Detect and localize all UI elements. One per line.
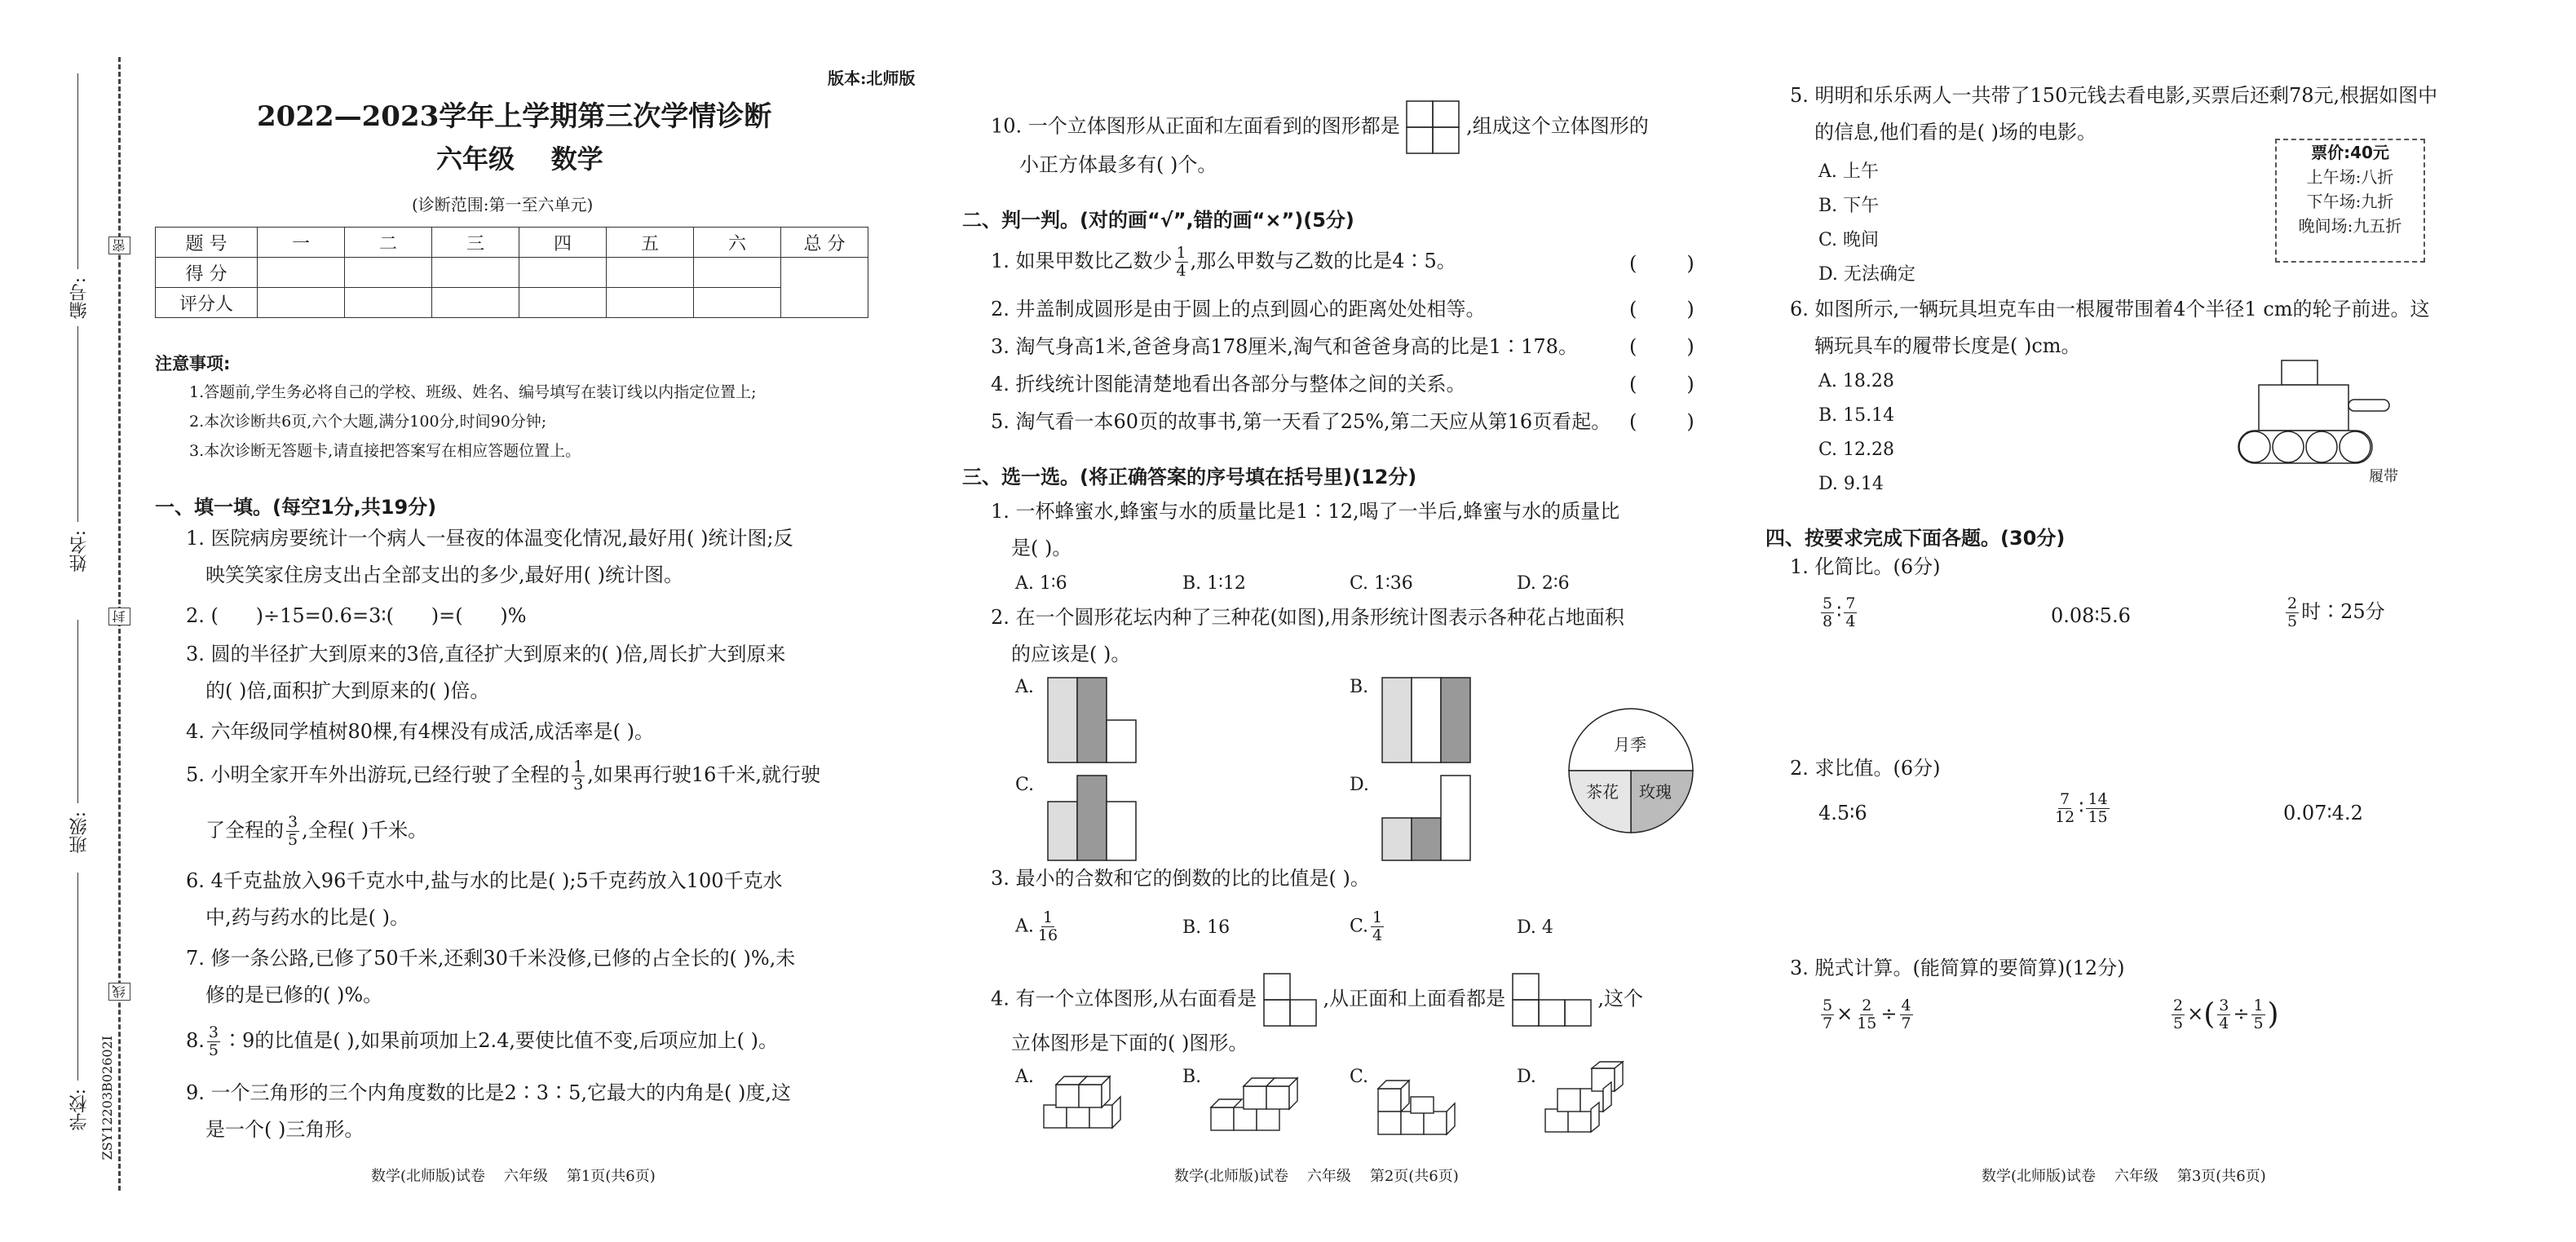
- grader-cell[interactable]: [519, 288, 607, 318]
- fraction: [1175, 245, 1188, 280]
- expression: $\frac{5}{8}$ ∶ $\frac{7}{4}$: [1823, 594, 1856, 630]
- fraction-numerator: 5: [1823, 997, 1833, 1014]
- page-footer: 数学(北师版)试卷 六年级 第1页(共6页): [371, 1168, 656, 1185]
- grader-cell[interactable]: [432, 288, 519, 318]
- option-c[interactable]: C.: [1350, 1067, 1369, 1087]
- fraction-numerator: 1: [1372, 908, 1383, 926]
- notice-title: 注意事项:: [155, 354, 231, 373]
- question-text: 辆玩具车的履带长度是( )cm。: [1814, 334, 2081, 357]
- fraction: [1821, 997, 1834, 1032]
- option-c[interactable]: [1350, 909, 1386, 944]
- option-c[interactable]: C. 1∶36: [1350, 573, 1413, 594]
- seal-label-mi: 密: [108, 236, 130, 254]
- page-footer: 数学(北师版)试卷 六年级 第2页(共6页): [1174, 1168, 1459, 1185]
- option-d[interactable]: D.: [1350, 775, 1369, 795]
- fraction-denominator: 7: [1823, 1014, 1833, 1032]
- option-d[interactable]: D. 无法确定: [1818, 264, 1915, 285]
- table-row-label: 得 分: [156, 258, 258, 288]
- judge-item: 2. 井盖制成圆形是由于圆上的点到圆心的距离处处相等。: [991, 298, 1486, 320]
- option-b[interactable]: B. 16: [1182, 917, 1231, 938]
- name-label: 姓名:: [69, 530, 90, 572]
- question-text-part: ∶9的比值是( ),如果前项加上2.4,要使比值不变,后项应加上( )。: [223, 1029, 779, 1052]
- fraction-denominator: 5: [2253, 1014, 2264, 1032]
- section-heading: 二、判一判。(对的画“√”,错的画“×”)(5分): [962, 209, 1354, 232]
- score-cell[interactable]: [345, 258, 432, 288]
- option-b[interactable]: B.: [1350, 677, 1369, 697]
- track-label: 履带: [2369, 468, 2398, 485]
- fraction: [1900, 997, 1913, 1032]
- score-cell[interactable]: [519, 258, 607, 288]
- table-header-cell: 题 号: [156, 228, 258, 258]
- question-text: [186, 758, 820, 793]
- score-cell[interactable]: [607, 258, 694, 288]
- grader-cell[interactable]: [258, 288, 345, 318]
- right-view-figure: [1263, 973, 1317, 1027]
- expression: [2283, 595, 2385, 630]
- flower-bed-pie-figure: [1566, 705, 1696, 836]
- option-b[interactable]: B. 1∶12: [1182, 573, 1246, 594]
- table-row: [156, 288, 868, 318]
- fraction-numerator: 5: [1823, 594, 1833, 612]
- pie-label-camellia: 茶花: [1586, 782, 1619, 802]
- name-field[interactable]: [77, 326, 78, 522]
- bar-option-d-figure: [1374, 771, 1480, 862]
- scope-note: (诊断范围:第一至六单元): [412, 195, 594, 214]
- question-text-part: 1. 如果甲数比乙数少: [991, 250, 1173, 272]
- option-d[interactable]: D. 2∶6: [1517, 573, 1570, 594]
- fraction: [2251, 997, 2264, 1032]
- score-cell[interactable]: [694, 258, 781, 288]
- question-text: [991, 973, 1643, 1027]
- question-text-part: ,组成这个立体图形的: [1466, 114, 1649, 138]
- fraction-numerator: 2: [2173, 997, 2184, 1014]
- fraction: [286, 814, 299, 849]
- fraction-denominator: 4: [1372, 926, 1383, 944]
- score-cell[interactable]: [258, 258, 345, 288]
- fraction-numerator: 1: [573, 758, 584, 776]
- question-text-part: ,这个: [1597, 987, 1643, 1010]
- table-header-cell: 三: [432, 228, 519, 258]
- question-text: 7. 修一条公路,已修了50千米,还剩30千米没修,已修的占全长的( )%,未: [186, 947, 796, 970]
- answer-paren[interactable]: ( ): [1629, 252, 1695, 275]
- table-row: [156, 228, 868, 258]
- bar-option-c-figure: [1040, 771, 1146, 862]
- fraction-numerator: 3: [2219, 997, 2229, 1014]
- section-heading: 三、选一选。(将正确答案的序号填在括号里)(12分): [962, 466, 1417, 488]
- question-text: 映笑笑家住房支出占全部支出的多少,最好用( )统计图。: [205, 564, 683, 586]
- answer-paren[interactable]: ( ): [1629, 298, 1695, 320]
- ticket-price: 票价:40元: [2311, 143, 2389, 162]
- question-text: 1. 化简比。(6分): [1790, 555, 1941, 578]
- fraction: [2086, 791, 2109, 826]
- option-label: A.: [1015, 916, 1034, 937]
- fraction-numerator: 4: [1901, 997, 1911, 1014]
- notice-item: 3.本次诊断无答题卡,请直接把答案写在相应答题位置上。: [189, 442, 581, 460]
- option-d[interactable]: D. 9.14: [1818, 474, 1884, 494]
- question-text: 4. 六年级同学植树80棵,有4棵没有成活,成活率是( )。: [186, 720, 654, 743]
- fraction-numerator: 2: [2287, 594, 2298, 612]
- page-title: 2022—2023学年上学期第三次学情诊断: [257, 100, 772, 133]
- fraction-denominator: 4: [2219, 1014, 2229, 1032]
- judge-item: 5. 淘气看一本60页的故事书,第一天看了25%,第二天应从第16页看起。: [991, 410, 1611, 433]
- option-c[interactable]: C.: [1015, 775, 1035, 795]
- two-squares-figure: [1406, 100, 1460, 154]
- pie-label-chinese-rose: 玫瑰: [1639, 782, 1672, 802]
- fraction: [1036, 909, 1059, 944]
- fraction-denominator: 15: [1857, 1014, 1877, 1032]
- option-a[interactable]: A. 18.28: [1818, 371, 1894, 391]
- table-header-cell: 四: [519, 228, 607, 258]
- score-table: [155, 227, 868, 318]
- question-text: 5. 明明和乐乐两人一共带了150元钱去看电影,买票后还剩78元,根据如图中: [1790, 84, 2438, 107]
- option-d[interactable]: D.: [1517, 1067, 1536, 1087]
- fraction-numerator: 2: [1862, 997, 1872, 1014]
- question-text-part: ,那么甲数与乙数的比是4∶5。: [1190, 250, 1456, 272]
- fraction-denominator: 16: [1037, 926, 1058, 944]
- paper-code: ZSY12203B02602I: [99, 1036, 115, 1160]
- notice-item: 2.本次诊断共6页,六个大题,满分100分,时间90分钟;: [189, 413, 547, 431]
- ticket-morning: 上午场:八折: [2306, 167, 2394, 187]
- version-label: 版本:北师版: [828, 69, 916, 88]
- question-text: 2. ( )÷15=0.6=3∶( )=( )%: [186, 604, 527, 627]
- total-score-cell[interactable]: [781, 258, 868, 318]
- expression: $\frac{2}{5}$ ×( $\frac{3}{4}$ ÷ $\frac{1}{5}$ ): [2173, 997, 2279, 1032]
- fraction-numerator: 1: [2253, 997, 2264, 1014]
- question-text: 1. 医院病房要统计一个病人一昼夜的体温变化情况,最好用( )统计图;反: [186, 527, 793, 550]
- fraction-denominator: 4: [1176, 262, 1186, 280]
- id-field[interactable]: [77, 73, 78, 269]
- expression-part: 时∶25分: [2301, 600, 2385, 623]
- question-text: 2. 在一个圆形花坛内种了三种花(如图),用条形统计图表示各种花占地面积: [991, 606, 1624, 629]
- section-heading: 一、填一填。(每空1分,共19分): [155, 496, 437, 519]
- ticket-price-box: [2275, 139, 2425, 263]
- option-d[interactable]: D. 4: [1517, 917, 1553, 938]
- class-field[interactable]: [77, 620, 78, 803]
- question-text: 3. 最小的合数和它的倒数的比的比值是( )。: [991, 867, 1370, 890]
- question-text-part: 5. 小明全家开车外出游玩,已经行驶了全程的: [186, 763, 570, 786]
- question-text: 3. 脱式计算。(能简算的要简算)(12分): [1790, 957, 2125, 979]
- fraction: [2286, 595, 2299, 630]
- question-text: 的信息,他们看的是( )场的电影。: [1814, 121, 2097, 144]
- table-header-cell: 一: [258, 228, 345, 258]
- expression: $\frac{5}{7}$ × $\frac{2}{15}$ ÷ $\frac{4}{7}$: [1823, 997, 1911, 1032]
- notice-item: 1.答题前,学生务必将自己的学校、班级、姓名、编号填写在装订线以内指定位置上;: [189, 383, 757, 401]
- fraction-denominator: 5: [2287, 612, 2298, 630]
- page-subtitle: 六年级 数学: [436, 144, 603, 175]
- school-label: 学校:: [69, 1089, 90, 1131]
- table-header-cell: 总 分: [781, 228, 868, 258]
- option-c[interactable]: C. 12.28: [1818, 440, 1895, 460]
- cube-figure-c: [1374, 1060, 1472, 1138]
- seal-label-xian: 线: [108, 983, 130, 1001]
- option-a[interactable]: A. 1∶6: [1015, 573, 1067, 594]
- judge-item: 4. 折线统计图能清楚地看出各部分与整体之间的关系。: [991, 373, 1466, 396]
- answer-paren[interactable]: ( ): [1629, 373, 1695, 396]
- question-text: 中,药与药水的比是( )。: [205, 906, 409, 929]
- question-text: 是( )。: [1011, 537, 1072, 559]
- bar-option-a-figure: [1040, 673, 1146, 764]
- option-a[interactable]: A.: [1015, 1067, 1034, 1087]
- grader-cell[interactable]: [607, 288, 694, 318]
- expression: 4.5∶6: [1818, 802, 1867, 824]
- fraction-numerator: 1: [1176, 244, 1186, 262]
- cube-figure-d: [1541, 1060, 1639, 1138]
- expression: $\frac{7}{12}$ ∶ $\frac{14}{15}$: [2055, 790, 2108, 826]
- question-text: 6. 4千克盐放入96千克水中,盐与水的比是( );5千克药放入100千克水: [186, 869, 783, 892]
- bar-option-b-figure: [1374, 673, 1480, 764]
- fraction-denominator: 5: [288, 831, 298, 849]
- judge-item: [991, 245, 1456, 280]
- grader-cell[interactable]: [345, 288, 432, 318]
- ticket-evening: 晚间场:九五折: [2298, 216, 2402, 236]
- question-text: [205, 814, 427, 849]
- question-text-part: 了全程的: [205, 819, 284, 842]
- question-text: 1. 一杯蜂蜜水,蜂蜜与水的质量比是1∶12,喝了一半后,蜂蜜与水的质量比: [991, 500, 1620, 523]
- question-text: [186, 1024, 778, 1059]
- question-text: 立体图形是下面的( )图形。: [1011, 1032, 1248, 1054]
- answer-paren[interactable]: ( ): [1629, 335, 1695, 358]
- fraction: [2172, 997, 2185, 1032]
- section-heading: 四、按要求完成下面各题。(30分): [1765, 527, 2066, 550]
- fraction-denominator: 5: [2173, 1014, 2184, 1032]
- fraction: [1821, 595, 1834, 630]
- question-text: 小正方体最多有( )个。: [1019, 153, 1217, 176]
- page-footer: 数学(北师版)试卷 六年级 第3页(共6页): [1982, 1168, 2266, 1185]
- question-text: 的应该是( )。: [1011, 643, 1131, 665]
- table-row: [156, 258, 868, 288]
- question-text-part: 8.: [186, 1029, 205, 1052]
- question-text: 3. 圆的半径扩大到原来的3倍,直径扩大到原来的( )倍,周长扩大到原来: [186, 643, 786, 665]
- fraction-denominator: 12: [2055, 808, 2075, 826]
- option-a[interactable]: [1015, 909, 1062, 944]
- option-b[interactable]: B. 下午: [1818, 196, 1880, 216]
- table-header-cell: 六: [694, 228, 781, 258]
- question-text: 是一个( )三角形。: [205, 1118, 365, 1141]
- option-b[interactable]: B. 15.14: [1818, 405, 1895, 426]
- pie-label-rose: 月季: [1614, 735, 1646, 754]
- table-header-cell: 二: [345, 228, 432, 258]
- option-label: C.: [1350, 916, 1369, 937]
- question-text: 9. 一个三角形的三个内角度数的比是2∶3∶5,它最大的内角是( )度,这: [186, 1081, 791, 1104]
- option-b[interactable]: B.: [1182, 1067, 1202, 1087]
- fraction: [2053, 791, 2076, 826]
- fraction: [207, 1024, 220, 1059]
- fraction-numerator: 7: [1845, 594, 1856, 612]
- option-a[interactable]: A.: [1015, 677, 1034, 697]
- class-label: 班级:: [69, 811, 90, 854]
- fraction-denominator: 3: [573, 776, 584, 793]
- school-field[interactable]: [77, 873, 78, 1081]
- score-cell[interactable]: [432, 258, 519, 288]
- cube-figure-a: [1040, 1060, 1138, 1138]
- fraction: [1844, 595, 1857, 630]
- fraction-numerator: 7: [2060, 790, 2070, 808]
- grader-cell[interactable]: [694, 288, 781, 318]
- question-text-part: ,全程( )千米。: [302, 819, 428, 842]
- fraction: [2217, 997, 2230, 1032]
- front-top-view-figure: [1512, 973, 1592, 1027]
- answer-paren[interactable]: ( ): [1629, 410, 1695, 433]
- question-text-part: ,如果再行驶16千米,就行驶: [587, 763, 821, 786]
- ticket-afternoon: 下午场:九折: [2306, 192, 2394, 211]
- question-text: [991, 100, 1649, 154]
- expression: 0.08∶5.6: [2051, 604, 2131, 627]
- question-text-part: 10. 一个立体图形从正面和左面看到的图形都是: [991, 114, 1400, 138]
- question-text: 6. 如图所示,一辆玩具坦克车由一根履带围着4个半径1 cm的轮子前进。这: [1790, 298, 2430, 320]
- expression: 0.07∶4.2: [2283, 802, 2363, 824]
- question-text: 修的是已修的( )%。: [205, 983, 383, 1006]
- fraction-numerator: 1: [1042, 908, 1054, 926]
- fraction: [1855, 997, 1878, 1032]
- question-text: 的( )倍,面积扩大到原来的( )倍。: [205, 679, 490, 702]
- option-a[interactable]: A. 上午: [1818, 161, 1879, 182]
- fraction-numerator: 3: [208, 1023, 219, 1041]
- seal-label-feng: 封: [108, 608, 130, 625]
- fraction-numerator: 3: [288, 813, 298, 831]
- fraction: [572, 758, 585, 793]
- table-header-cell: 五: [607, 228, 694, 258]
- fraction-denominator: 4: [1845, 612, 1856, 630]
- option-c[interactable]: C. 晚间: [1818, 230, 1880, 250]
- id-label: 编号:: [69, 277, 90, 320]
- fraction: [1371, 909, 1384, 944]
- question-text: 2. 求比值。(6分): [1790, 757, 1941, 780]
- question-text-part: ,从正面和上面看都是: [1323, 987, 1506, 1010]
- toy-tank-figure: [2234, 351, 2397, 465]
- fraction-numerator: 14: [2088, 790, 2108, 808]
- question-text-part: 4. 有一个立体图形,从右面看是: [991, 987, 1257, 1010]
- fraction-denominator: 15: [2088, 808, 2108, 826]
- fraction-denominator: 7: [1901, 1014, 1911, 1032]
- fraction-denominator: 8: [1823, 612, 1833, 630]
- judge-item: 3. 淘气身高1米,爸爸身高178厘米,淘气和爸爸身高的比是1∶178。: [991, 335, 1578, 358]
- fraction-denominator: 5: [208, 1041, 219, 1059]
- table-row-label: 评分人: [156, 288, 258, 318]
- cube-figure-b: [1207, 1060, 1313, 1138]
